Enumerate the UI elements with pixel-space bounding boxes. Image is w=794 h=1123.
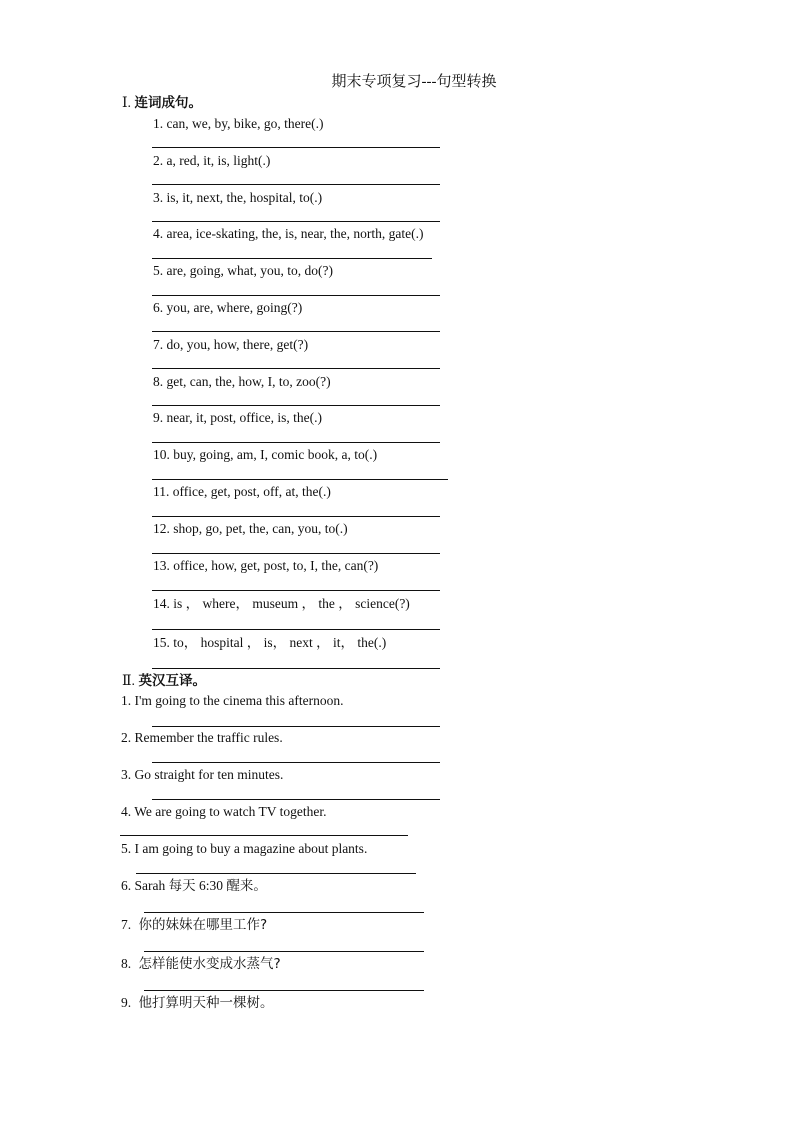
section2-heading: [122, 673, 206, 690]
s2-item-7-zh: 你的妹妹在哪里工作?: [138, 917, 268, 933]
s2-answer-line-6[interactable]: [144, 912, 424, 913]
s2-answer-line-4[interactable]: [120, 835, 408, 836]
page-title: 期末专项复习---句型转换: [331, 74, 497, 90]
s2-item-6: [121, 878, 267, 894]
s1-item-1: 1. can, we, by, bike, go, there(.): [153, 116, 324, 131]
s1-item-7: 7. do, you, how, there, get(?): [153, 337, 309, 352]
s1-item-9: 9. near, it, post, office, is, the(.): [153, 410, 323, 425]
s2-answer-line-3[interactable]: [152, 799, 440, 800]
s2-item-6-name: Sarah: [134, 878, 166, 893]
s1-answer-line-2[interactable]: [152, 184, 440, 185]
s2-item-3: 3. Go straight for ten minutes.: [121, 767, 284, 782]
s2-answer-line-8[interactable]: [144, 990, 424, 991]
section1-numeral: Ⅰ.: [122, 96, 132, 111]
s2-answer-line-7[interactable]: [144, 951, 424, 952]
s2-answer-line-5[interactable]: [136, 873, 416, 874]
s2-item-8-num: 8.: [121, 956, 132, 971]
s1-item-8: 8. get, can, the, how, I, to, zoo(?): [153, 374, 331, 389]
s1-answer-line-12[interactable]: [152, 553, 440, 554]
s1-answer-line-6[interactable]: [152, 331, 440, 332]
s1-answer-line-7[interactable]: [152, 368, 440, 369]
s2-answer-line-2[interactable]: [152, 762, 440, 763]
s1-answer-line-8[interactable]: [152, 405, 440, 406]
section2-title: 英汉互译。: [138, 673, 207, 689]
s1-answer-line-15[interactable]: [152, 668, 440, 669]
s2-item-6-zh: 每天: [168, 878, 196, 894]
s1-item-5: 5. are, going, what, you, to, do(?): [153, 263, 333, 278]
s1-answer-line-1[interactable]: [152, 147, 440, 148]
s2-item-9: [121, 995, 274, 1011]
s1-answer-line-9[interactable]: [152, 442, 440, 443]
s2-item-5: 5. I am going to buy a magazine about plants.: [121, 841, 368, 856]
s2-item-1: 1. I'm going to the cinema this afternoon.: [121, 693, 344, 708]
s2-item-7-num: 7.: [121, 917, 132, 932]
s2-item-6-num: 6.: [121, 878, 132, 893]
section1-heading: [122, 95, 202, 112]
s2-item-8: [121, 956, 281, 972]
s2-item-6-zh-end: 醒来。: [226, 878, 267, 894]
section2-numeral: Ⅱ.: [122, 674, 136, 689]
s1-answer-line-5[interactable]: [152, 295, 440, 296]
s1-answer-line-13[interactable]: [152, 590, 440, 591]
s1-item-2: 2. a, red, it, is, light(.): [153, 153, 271, 168]
s1-item-4: 4. area, ice-skating, the, is, near, the, north, gate(.): [153, 226, 424, 241]
s2-item-9-zh: 他打算明天种一棵树。: [138, 995, 274, 1011]
s1-item-14: 14. is ， where， museum ， the ， science(?): [153, 596, 410, 611]
s2-item-4: 4. We are going to watch TV together.: [121, 804, 327, 819]
s1-item-3: 3. is, it, next, the, hospital, to(.): [153, 190, 323, 205]
s1-item-12: 12. shop, go, pet, the, can, you, to(.): [153, 521, 348, 536]
s1-answer-line-11[interactable]: [152, 516, 440, 517]
s1-answer-line-10[interactable]: [152, 479, 448, 480]
s2-answer-line-1[interactable]: [152, 726, 440, 727]
section1-title: 连词成句。: [134, 95, 203, 111]
s1-item-13: 13. office, how, get, post, to, I, the, can(?): [153, 558, 379, 573]
s2-item-7: [121, 917, 267, 933]
s2-item-2: 2. Remember the traffic rules.: [121, 730, 283, 745]
s1-answer-line-3[interactable]: [152, 221, 440, 222]
s1-answer-line-4[interactable]: [152, 258, 432, 259]
s1-item-6: 6. you, are, where, going(?): [153, 300, 303, 315]
s1-item-11: 11. office, get, post, off, at, the(.): [153, 484, 331, 499]
s1-answer-line-14[interactable]: [152, 629, 440, 630]
s1-item-10: 10. buy, going, am, I, comic book, a, to(.): [153, 447, 378, 462]
s2-item-9-num: 9.: [121, 995, 132, 1010]
s1-item-15: 15. to， hospital ， is， next ， it， the(.): [153, 635, 387, 650]
s2-item-6-time: 6:30: [199, 878, 224, 893]
s2-item-8-zh: 怎样能使水变成水蒸气?: [138, 956, 281, 972]
